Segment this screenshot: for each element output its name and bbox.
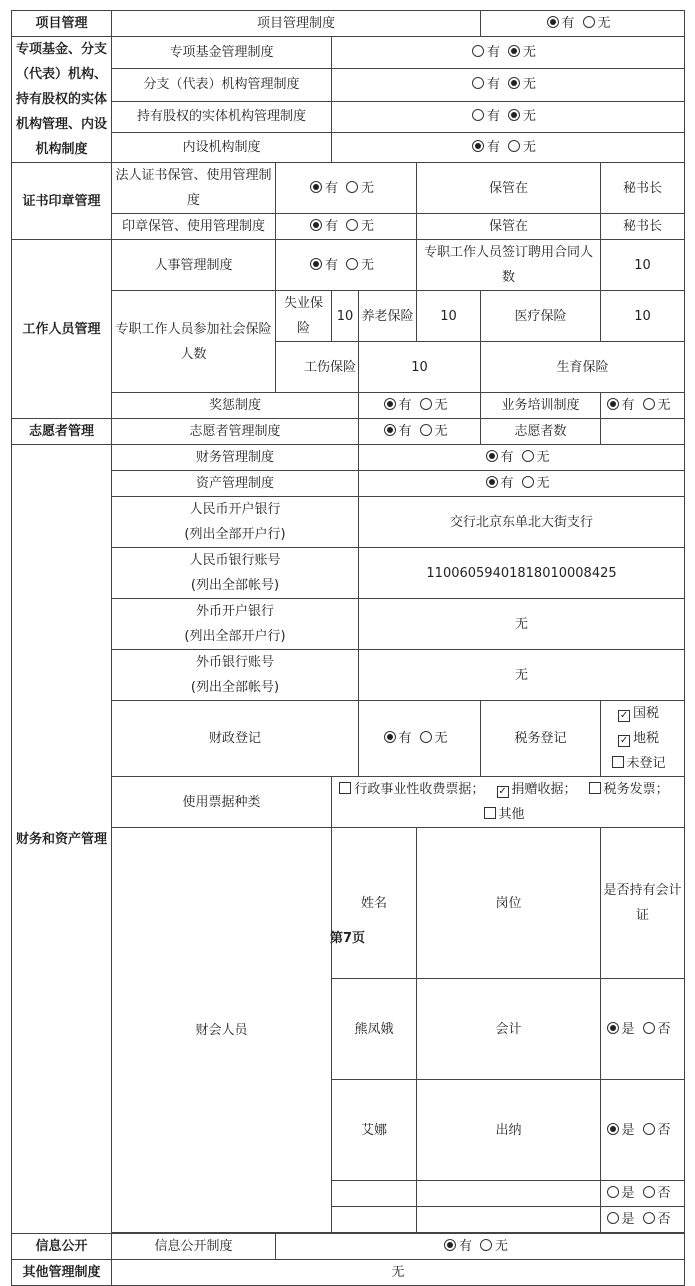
acct-header-cert: 是否持有会计证 bbox=[601, 828, 685, 979]
bill-label: 使用票据种类 bbox=[112, 777, 332, 828]
hr-radio[interactable]: 有 无 bbox=[276, 240, 417, 291]
fin-radio[interactable]: 有 无 bbox=[359, 445, 685, 471]
acct-cert-radio[interactable]: 是 否 bbox=[601, 979, 685, 1080]
injury-label: 工伤保险 bbox=[276, 342, 359, 393]
section-other: 其他管理制度 bbox=[12, 1260, 112, 1286]
acct-header-name: 姓名 bbox=[332, 828, 417, 979]
checkbox-icon[interactable] bbox=[589, 782, 601, 794]
fiscal-label: 财政登记 bbox=[112, 701, 359, 777]
radio-icon[interactable] bbox=[420, 398, 432, 410]
radio-icon[interactable] bbox=[643, 398, 655, 410]
acct-staff-label: 财会人员 bbox=[112, 828, 332, 1233]
unemployment-value: 10 bbox=[332, 291, 359, 342]
pension-value: 10 bbox=[417, 291, 481, 342]
legal-keeper-label: 保管在 bbox=[417, 163, 601, 214]
acct-header-role: 岗位 bbox=[417, 828, 601, 979]
radio-icon[interactable] bbox=[472, 109, 484, 121]
radio-icon[interactable] bbox=[472, 45, 484, 57]
volunteer-count-label: 志愿者数 bbox=[481, 419, 601, 445]
special-fund-radio[interactable]: 有 无 bbox=[332, 37, 685, 69]
radio-icon[interactable] bbox=[643, 1186, 655, 1198]
checkbox-icon[interactable]: ✓ bbox=[619, 710, 629, 721]
radio-icon[interactable] bbox=[508, 45, 520, 57]
radio-icon[interactable] bbox=[480, 1239, 492, 1251]
section-staff: 工作人员管理 bbox=[12, 240, 112, 419]
rmb-acct-label: 人民币银行账号 (列出全部帐号) bbox=[112, 548, 359, 599]
fx-acct-label: 外币银行账号 (列出全部帐号) bbox=[112, 650, 359, 701]
fx-bank-label: 外币开户银行 (列出全部开户行) bbox=[112, 599, 359, 650]
volunteer-label: 志愿者管理制度 bbox=[112, 419, 359, 445]
radio-icon[interactable] bbox=[346, 258, 358, 270]
entity-radio[interactable]: 有 无 bbox=[332, 101, 685, 132]
branch-label: 分支（代表）机构管理制度 bbox=[112, 69, 332, 101]
internal-radio[interactable]: 有 无 bbox=[332, 132, 685, 162]
checkbox-icon[interactable] bbox=[612, 756, 624, 768]
radio-icon[interactable] bbox=[508, 77, 520, 89]
acct-name bbox=[332, 1207, 417, 1233]
radio-icon[interactable] bbox=[420, 424, 432, 436]
asset-label: 资产管理制度 bbox=[112, 471, 359, 497]
radio-icon[interactable] bbox=[522, 450, 534, 462]
radio-icon[interactable] bbox=[583, 16, 595, 28]
radio-icon[interactable] bbox=[346, 181, 358, 193]
training-radio[interactable]: 有 无 bbox=[601, 393, 685, 419]
insurance-label: 专职工作人员参加社会保险人数 bbox=[112, 291, 276, 393]
maternity-label: 生育保险 bbox=[481, 342, 685, 393]
acct-name bbox=[332, 1181, 417, 1207]
volunteer-count bbox=[601, 419, 685, 445]
seal-radio[interactable]: 有 无 bbox=[276, 214, 417, 240]
radio-icon[interactable] bbox=[643, 1212, 655, 1224]
unemployment-label: 失业保险 bbox=[276, 291, 332, 342]
page-number: 第7页 bbox=[329, 931, 366, 946]
radio-icon[interactable] bbox=[607, 1123, 619, 1135]
checkbox-icon[interactable]: ✓ bbox=[498, 786, 507, 797]
radio-icon[interactable] bbox=[607, 1212, 619, 1224]
radio-icon[interactable] bbox=[486, 476, 498, 488]
reward-label: 奖惩制度 bbox=[112, 393, 359, 419]
hr-label: 人事管理制度 bbox=[112, 240, 276, 291]
volunteer-radio[interactable]: 有 无 bbox=[359, 419, 481, 445]
entity-label: 持有股权的实体机构管理制度 bbox=[112, 101, 332, 132]
fx-acct-value: 无 bbox=[359, 650, 685, 701]
tax-options[interactable]: ✓ 国税 ✓ 地税 未登记 bbox=[601, 701, 685, 777]
radio-icon[interactable] bbox=[444, 1239, 456, 1251]
section-volunteer: 志愿者管理 bbox=[12, 419, 112, 445]
contract-count: 10 bbox=[601, 240, 685, 291]
checkbox-icon[interactable] bbox=[339, 782, 351, 794]
radio-icon[interactable] bbox=[643, 1022, 655, 1034]
radio-icon[interactable] bbox=[420, 731, 432, 743]
radio-icon[interactable] bbox=[384, 398, 396, 410]
radio-icon[interactable] bbox=[607, 1022, 619, 1034]
section-info: 信息公开 bbox=[12, 1234, 112, 1260]
asset-radio[interactable]: 有 无 bbox=[359, 471, 685, 497]
bill-options[interactable]: 行政事业性收费票据； ✓ 捐赠收据； 税务发票； 其他 bbox=[332, 777, 685, 828]
radio-icon[interactable] bbox=[384, 731, 396, 743]
seal-keeper-label: 保管在 bbox=[417, 214, 601, 240]
fin-label: 财务管理制度 bbox=[112, 445, 359, 471]
section-finance: 财务和资产管理 bbox=[12, 445, 112, 1234]
info-label: 信息公开制度 bbox=[112, 1234, 276, 1260]
acct-cert-radio[interactable]: 是 否 bbox=[601, 1080, 685, 1181]
training-label: 业务培训制度 bbox=[481, 393, 601, 419]
rmb-bank-label: 人民币开户银行 (列出全部开户行) bbox=[112, 497, 359, 548]
project-system-label: 项目管理制度 bbox=[112, 11, 481, 37]
radio-icon[interactable] bbox=[472, 77, 484, 89]
radio-icon[interactable] bbox=[643, 1123, 655, 1135]
rmb-bank-value: 交行北京东单北大街支行 bbox=[359, 497, 685, 548]
legal-keeper-value: 秘书长 bbox=[601, 163, 685, 214]
legal-cert-radio[interactable]: 有 无 bbox=[276, 163, 417, 214]
radio-icon[interactable] bbox=[486, 450, 498, 462]
special-fund-label: 专项基金管理制度 bbox=[112, 37, 332, 69]
injury-value: 10 bbox=[359, 342, 481, 393]
medical-value: 10 bbox=[601, 291, 685, 342]
radio-icon[interactable] bbox=[310, 181, 322, 193]
section-special: 专项基金、分支（代表）机构、持有股权的实体机构管理、内设机构制度 bbox=[12, 37, 112, 163]
pension-label: 养老保险 bbox=[359, 291, 417, 342]
legal-cert-label: 法人证书保管、使用管理制度 bbox=[112, 163, 276, 214]
acct-cert-radio[interactable]: 是 否 bbox=[601, 1181, 685, 1207]
radio-icon[interactable] bbox=[607, 1186, 619, 1198]
acct-name: 艾娜 bbox=[332, 1080, 417, 1181]
fx-bank-value: 无 bbox=[359, 599, 685, 650]
acct-cert-radio[interactable]: 是 否 bbox=[601, 1207, 685, 1233]
radio-icon[interactable] bbox=[472, 140, 484, 152]
checkbox-icon[interactable] bbox=[484, 807, 496, 819]
radio-icon[interactable] bbox=[508, 140, 520, 152]
fiscal-radio[interactable]: 有 无 bbox=[359, 701, 481, 777]
radio-icon[interactable] bbox=[547, 16, 559, 28]
radio-icon[interactable] bbox=[346, 219, 358, 231]
radio-icon[interactable] bbox=[508, 109, 520, 121]
tax-label: 税务登记 bbox=[481, 701, 601, 777]
section-cert: 证书印章管理 bbox=[12, 163, 112, 240]
checkbox-icon[interactable]: ✓ bbox=[619, 735, 629, 746]
management-form-table bbox=[11, 10, 685, 1286]
acct-name: 熊凤娥 bbox=[332, 979, 417, 1080]
radio-icon[interactable] bbox=[310, 219, 322, 231]
medical-label: 医疗保险 bbox=[481, 291, 601, 342]
info-radio[interactable]: 有 无 bbox=[276, 1234, 685, 1260]
radio-icon[interactable] bbox=[310, 258, 322, 270]
reward-radio[interactable]: 有 无 bbox=[359, 393, 481, 419]
other-value: 无 bbox=[112, 1260, 685, 1286]
seal-keeper-value: 秘书长 bbox=[601, 214, 685, 240]
acct-role: 出纳 bbox=[417, 1080, 601, 1181]
radio-icon[interactable] bbox=[384, 424, 396, 436]
project-system-radio[interactable]: 有 无 bbox=[481, 11, 685, 37]
section-project: 项目管理 bbox=[12, 11, 112, 37]
rmb-acct-value: 110060594018180100084​25 bbox=[359, 548, 685, 599]
acct-role bbox=[417, 1207, 601, 1233]
acct-role bbox=[417, 1181, 601, 1207]
seal-label: 印章保管、使用管理制度 bbox=[112, 214, 276, 240]
internal-label: 内设机构制度 bbox=[112, 132, 332, 162]
branch-radio[interactable]: 有 无 bbox=[332, 69, 685, 101]
contract-label: 专职工作人员签订聘用合同人数 bbox=[417, 240, 601, 291]
radio-icon[interactable] bbox=[522, 476, 534, 488]
acct-role: 会计 bbox=[417, 979, 601, 1080]
radio-icon[interactable] bbox=[607, 398, 619, 410]
